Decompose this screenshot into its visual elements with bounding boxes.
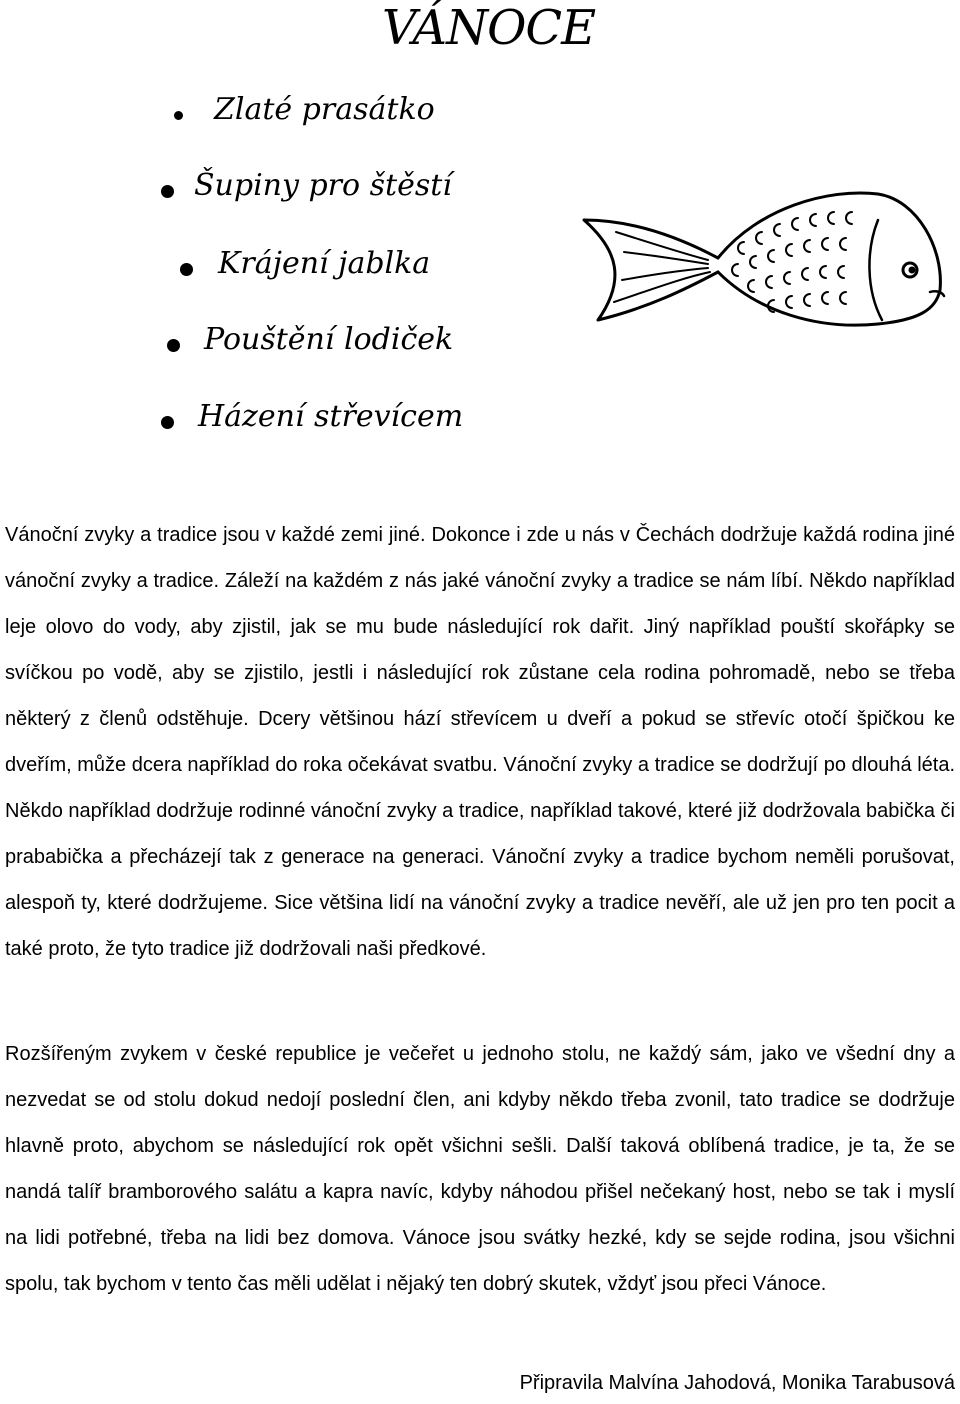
list-item-label: Házení střevícem bbox=[198, 399, 464, 434]
bullet-dot-icon bbox=[167, 339, 180, 352]
paragraph-dinner: Rozšířeným zvykem v české republice je večeřet u jednoho stolu, ne každý sám, jako ve všední dny a nezvedat se od stolu dokud nedojí poslední člen, ani kdyby někdo třeba zvonil, tato tradice se dodržuje hlavně proto, abychom se následující rok opět všichni sešli. Další taková oblíbená tradice, je ta, že se nandá talíř bramborového salátu a kapra navíc, kdyby náhodou přišel nečekaný host, nebo se tak i myslí na lidi potřebné, třeba na lidi bez domova. Vánoce jsou svátky hezké, kdy se sejde rodina, jsou všichni spolu, tak bychom v tento čas měli udělat i nějaký ten dobrý skutek, vždyť jsou přeci Vánoce. bbox=[5, 1043, 955, 1295]
carp-fish-icon bbox=[578, 180, 950, 330]
bullet-dot-icon bbox=[174, 111, 183, 120]
bullet-dot-icon bbox=[161, 416, 174, 429]
page-title: VÁNOCE bbox=[382, 0, 596, 56]
list-item-label: Šupiny pro štěstí bbox=[194, 168, 452, 203]
paragraph-traditions: Vánoční zvyky a tradice jsou v každé zemi jiné. Dokonce i zde u nás v Čechách dodržuje každá rodina jiné vánoční zvyky a tradice. Záleží na každém z nás jaké vánoční zvyky a tradice se nám líbí. Někdo například leje olovo do vody, aby zjistil, jak se mu bude následující rok dařit. Jiný například pouští skořápky se svíčkou po vodě, aby se zjistilo, jestli i následující rok zůstane cela rodina pohromadě, nebo se třeba některý z členů odstěhuje. Dcery většinou hází střevícem u dveří a pokud se střevíc otočí špičkou ke dveřím, může dcera například do roka očekávat svatbu. Vánoční zvyky a tradice se dodržují po dlouhá léta. Někdo například dodržuje rodinné vánoční zvyky a tradice, například takové, které již dodržovala babička či prababička a přecházejí tak z generace na generaci. Vánoční zvyky a tradice bychom neměli porušovat, alespoň ty, které dodržujeme. Sice většina lidí na vánoční zvyky a tradice nevěří, ale už jen pro ten pocit a také proto, že tyto tradice již dodržovali naši předkové. bbox=[5, 524, 955, 960]
list-item-label: Pouštění lodiček bbox=[204, 322, 454, 357]
list-item-label: Krájení jablka bbox=[218, 246, 431, 281]
list-item-label: Zlaté prasátko bbox=[214, 92, 435, 127]
bullet-dot-icon bbox=[161, 185, 174, 198]
bullet-dot-icon bbox=[180, 263, 193, 276]
author-credit: Připravila Malvína Jahodová, Monika Tarabusová bbox=[519, 1372, 955, 1394]
